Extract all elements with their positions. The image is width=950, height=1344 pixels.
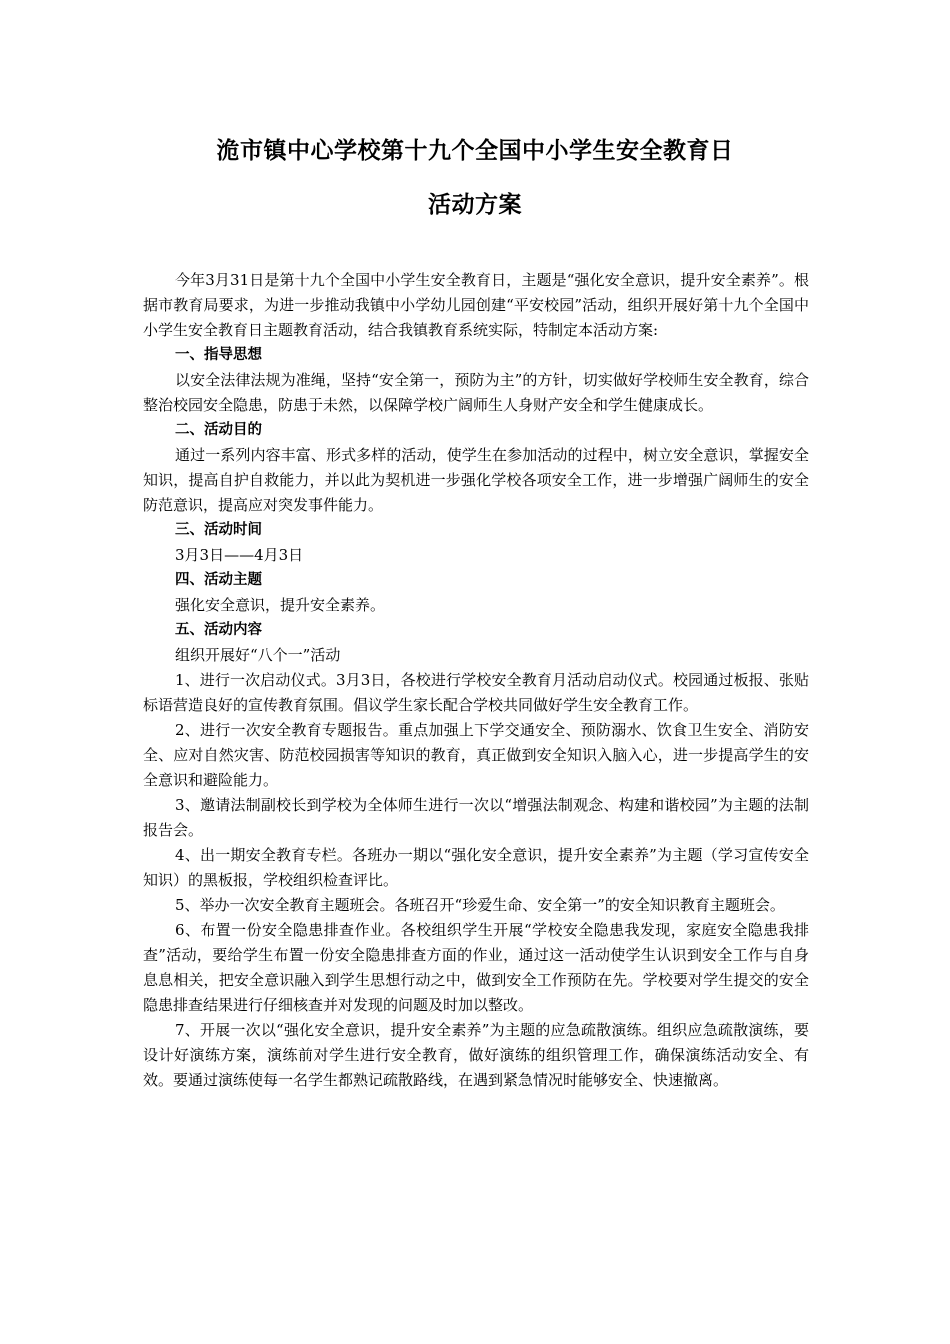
section-heading-time: 三、活动时间 xyxy=(175,522,262,538)
section-paragraph-content-intro: 组织开展好“八个一”活动 xyxy=(175,646,341,664)
content-item: 5、举办一次安全教育主题班会。各班召开“珍爱生命、安全第一”的安全知识教育主题班会。 xyxy=(175,896,785,914)
content-item: 4、出一期安全教育专栏。各班办一期以“强化安全意识，提升安全素养”为主题（学习宣传安全知识）的黑板报，学校组织检查评比。 xyxy=(143,846,809,889)
content-item: 1、进行一次启动仪式。3月3日，各校进行学校安全教育月活动启动仪式。校园通过板报、张贴标语营造良好的宣传教育氛围。倡议学生家长配合学校共同做好学生安全教育工作。 xyxy=(143,671,809,714)
section-heading-content: 五、活动内容 xyxy=(175,622,262,638)
section-heading-guiding-ideology: 一、指导思想 xyxy=(175,347,262,363)
section-paragraph-theme: 强化安全意识，提升安全素养。 xyxy=(175,596,386,614)
content-item: 7、开展一次以“强化安全意识，提升安全素养”为主题的应急疏散演练。组织应急疏散演练，要设计好演练方案，演练前对学生进行安全教育，做好演练的组织管理工作，确保演练活动安全、有效。要通过演练使每一名学生都熟记疏散路线，在遇到紧急情况时能够安全、快速撤离。 xyxy=(143,1021,809,1089)
section-heading-theme: 四、活动主题 xyxy=(175,572,262,588)
section-paragraph-purpose: 通过一系列内容丰富、形式多样的活动，使学生在参加活动的过程中，树立安全意识，掌握安全知识，提高自护自救能力，并以此为契机进一步强化学校各项安全工作，进一步增强广阔师生的安全防范意识，提高应对突发事件能力。 xyxy=(143,446,809,514)
content-item: 6、布置一份安全隐患排查作业。各校组织学生开展“学校安全隐患我发现，家庭安全隐患我排查”活动，要给学生布置一份安全隐患排查方面的作业，通过这一活动使学生认识到安全工作与自身息息相关，把安全意识融入到学生思想行动之中，做到安全工作预防在先。学校要对学生提交的安全隐患排查结果进行仔细核查并对发现的问题及时加以整改。 xyxy=(143,921,809,1014)
section-paragraph-time: 3月3日——4月3日 xyxy=(175,546,304,564)
document-body xyxy=(143,268,809,1093)
document-subtitle: 活动方案 xyxy=(428,192,522,218)
document-title: 洈市镇中心学校第十九个全国中小学生安全教育日 xyxy=(216,138,734,164)
content-item: 2、进行一次安全教育专题报告。重点加强上下学交通安全、预防溺水、饮食卫生安全、消防安全、应对自然灾害、防范校园损害等知识的教育，真正做到安全知识入脑入心，进一步提高学生的安全意识和避险能力。 xyxy=(143,721,809,789)
intro-paragraph: 今年3月31日是第十九个全国中小学生安全教育日，主题是“强化安全意识，提升安全素养”。根据市教育局要求，为进一步推动我镇中小学幼儿园创建“平安校园”活动，组织开展好第十九个全国中小学生安全教育日主题教育活动，结合我镇教育系统实际，特制定本活动方案: xyxy=(143,271,809,339)
content-item: 3、邀请法制副校长到学校为全体师生进行一次以“增强法制观念、构建和谐校园”为主题的法制报告会。 xyxy=(143,796,809,839)
section-paragraph-guiding-ideology: 以安全法律法规为准绳，坚持“安全第一，预防为主”的方针，切实做好学校师生安全教育，综合整治校园安全隐患，防患于未然，以保障学校广阔师生人身财产安全和学生健康成长。 xyxy=(143,371,809,414)
section-heading-purpose: 二、活动目的 xyxy=(175,422,262,438)
